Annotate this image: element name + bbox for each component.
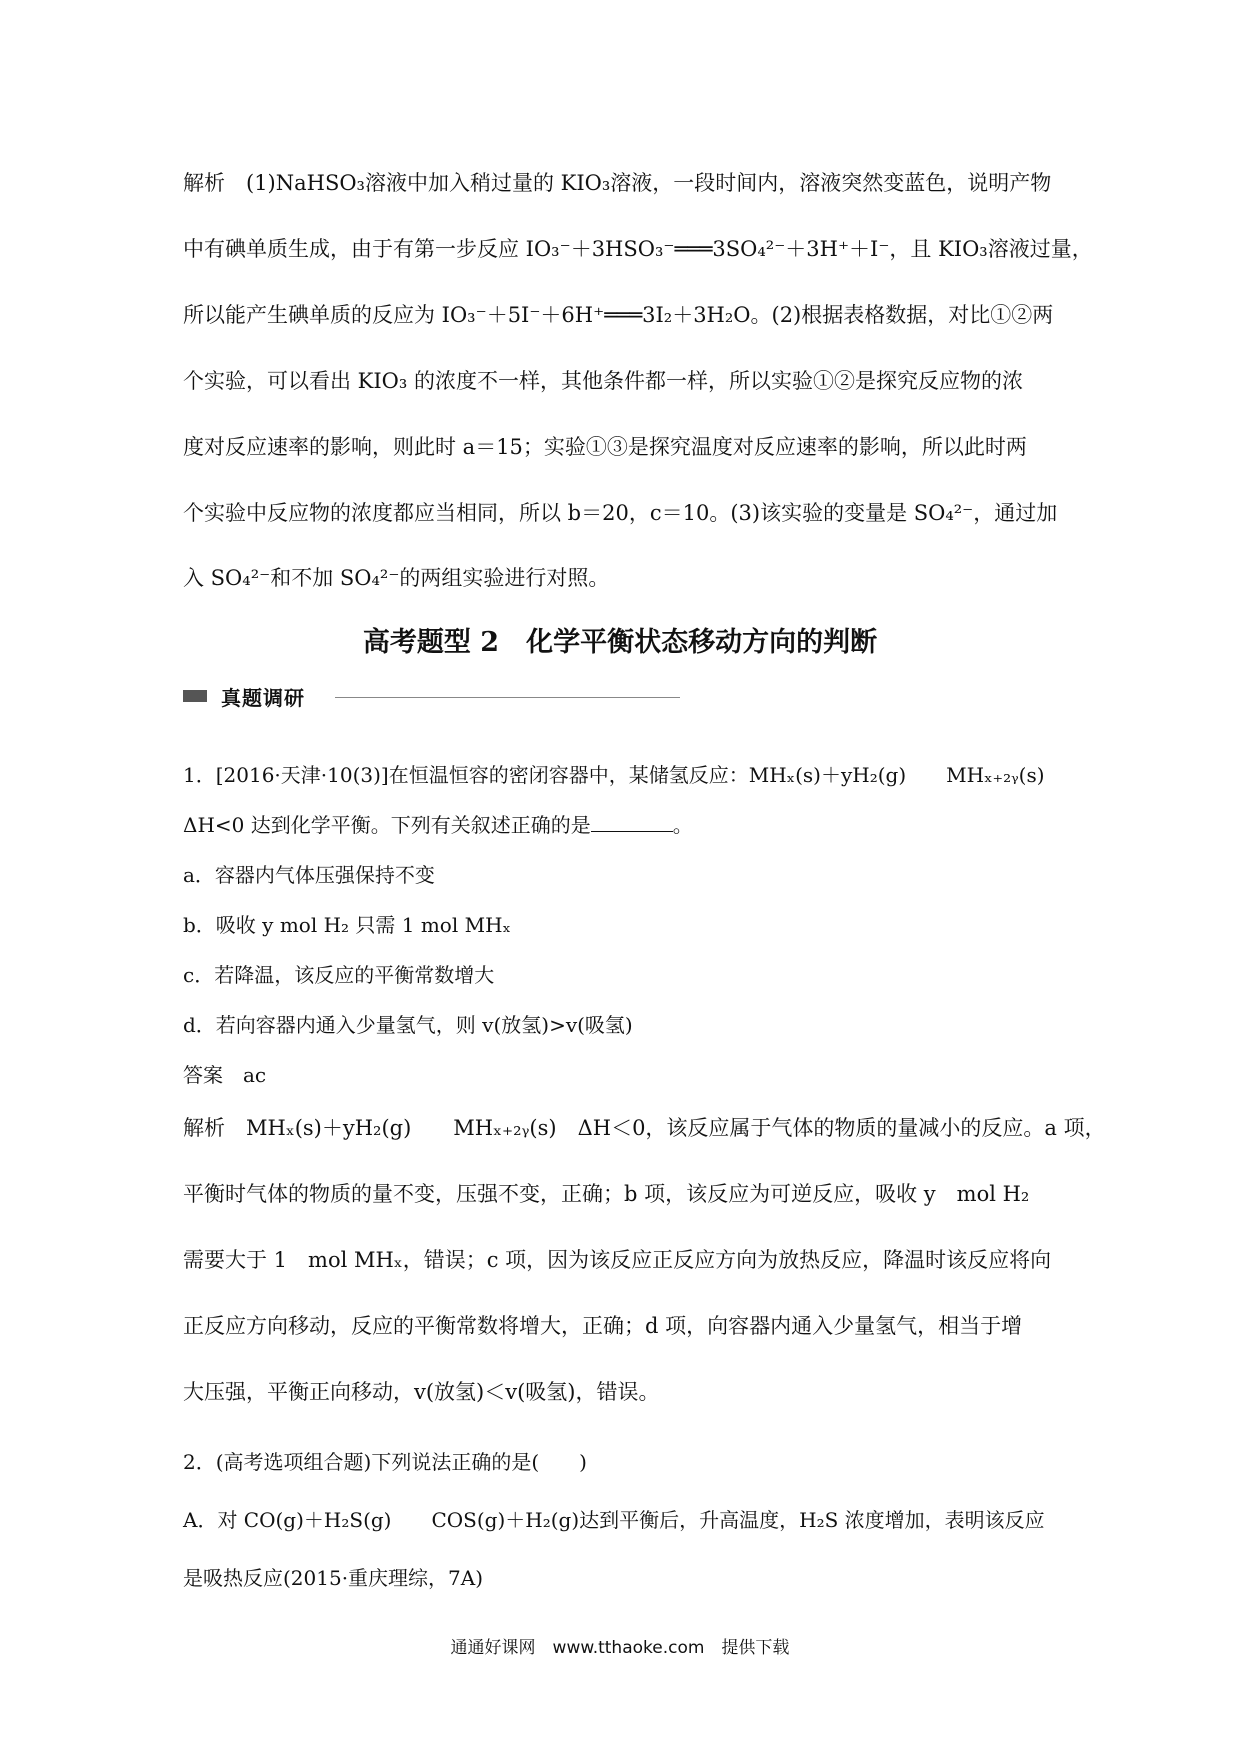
subhead-rule bbox=[335, 697, 680, 698]
question1-analysis-line-5: 大压强，平衡正向移动，v(放氢)＜v(吸氢)，错误。 bbox=[183, 1380, 660, 1404]
analysis-line-2: 中有碘单质生成，由于有第一步反应 IO₃⁻＋3HSO₃⁻═══3SO₄²⁻＋3H⁺＋I⁻，且 KIO₃溶液过量， bbox=[183, 237, 1093, 261]
subhead-marker bbox=[183, 690, 207, 702]
analysis-line-6: 个实验中反应物的浓度都应当相同，所以 b＝20，c＝10。(3)该实验的变量是 SO₄²⁻，通过加 bbox=[183, 501, 1058, 525]
question2-option-a-line1: A．对 CO(g)＋H₂S(g) COS(g)＋H₂(g)达到平衡后，升高温度，H₂S 浓度增加，表明该反应 bbox=[183, 1508, 1045, 1532]
question1-stem-end: 。 bbox=[672, 813, 693, 837]
question2-option-a-line2: 是吸热反应(2015·重庆理综，7A) bbox=[183, 1566, 484, 1590]
question2-stem: 2．(高考选项组合题)下列说法正确的是( ) bbox=[183, 1450, 587, 1474]
question1-analysis-line-2: 平衡时气体的物质的量不变，压强不变，正确；b 项，该反应为可逆反应，吸收 y mol H₂ bbox=[183, 1182, 1030, 1206]
subhead-label: 真题调研 bbox=[221, 685, 305, 710]
question1-analysis-line-3: 需要大于 1 mol MHₓ，错误；c 项，因为该反应正反应方向为放热反应，降温时该反应将向 bbox=[183, 1248, 1052, 1272]
analysis-line-1: 解析 (1)NaHSO₃溶液中加入稍过量的 KIO₃溶液，一段时间内，溶液突然变蓝色，说明产物 bbox=[183, 171, 1052, 195]
question1-analysis-line-4: 正反应方向移动，反应的平衡常数将增大，正确；d 项，向容器内通入少量氢气，相当于增 bbox=[183, 1314, 1023, 1338]
question1-stem-line2 bbox=[183, 810, 1063, 840]
question1-stem-line1: 1．[2016·天津·10(3)]在恒温恒容的密闭容器中，某储氢反应：MHₓ(s)＋yH₂(g) MHₓ₊₂ᵧ(s) bbox=[183, 763, 1045, 787]
question1-option-c: c．若降温，该反应的平衡常数增大 bbox=[183, 963, 495, 987]
question1-analysis-line-1: 解析 MHₓ(s)＋yH₂(g) MHₓ₊₂ᵧ(s) ΔH＜0，该反应属于气体的物质的量减小的反应。a 项， bbox=[183, 1116, 1106, 1140]
question1-option-b: b．吸收 y mol H₂ 只需 1 mol MHₓ bbox=[183, 913, 511, 937]
analysis-line-7: 入 SO₄²⁻和不加 SO₄²⁻的两组实验进行对照。 bbox=[183, 566, 610, 590]
question1-stem-text: ΔH<0 达到化学平衡。下列有关叙述正确的是 bbox=[183, 813, 591, 837]
analysis-line-3: 所以能产生碘单质的反应为 IO₃⁻＋5I⁻＋6H⁺═══3I₂＋3H₂O。(2)根据表格数据，对比①②两 bbox=[183, 303, 1054, 327]
footer-text: 通通好课网 www.tthaoke.com 提供下载 bbox=[450, 1638, 790, 1658]
question1-option-d: d．若向容器内通入少量氢气，则 v(放氢)>v(吸氢) bbox=[183, 1013, 633, 1037]
analysis-line-5: 度对反应速率的影响，则此时 a＝15；实验①③是探究温度对反应速率的影响，所以此时两 bbox=[183, 435, 1027, 459]
question1-option-a: a．容器内气体压强保持不变 bbox=[183, 863, 435, 887]
question1-answer: 答案 ac bbox=[183, 1063, 267, 1087]
analysis-line-4: 个实验，可以看出 KIO₃ 的浓度不一样，其他条件都一样，所以实验①②是探究反应物的浓 bbox=[183, 369, 1023, 393]
subhead bbox=[183, 680, 305, 712]
answer-blank bbox=[591, 811, 673, 832]
section-title: 高考题型 2 化学平衡状态移动方向的判断 bbox=[362, 627, 878, 658]
